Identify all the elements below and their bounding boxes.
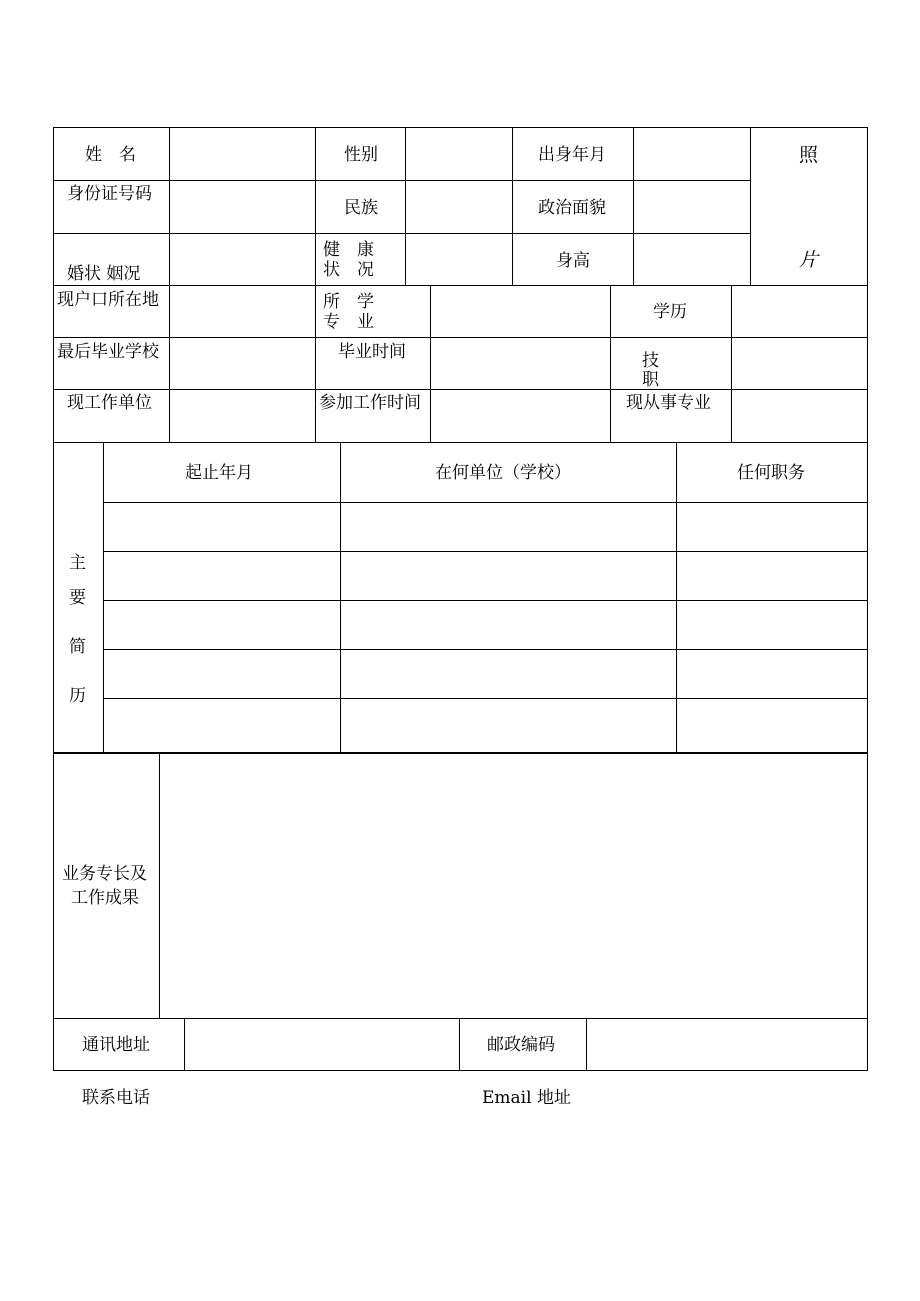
- gender-field[interactable]: [406, 128, 512, 180]
- birth-field[interactable]: [634, 128, 750, 180]
- expertise-label-line1: 业务专长及: [62, 864, 147, 884]
- resume-col-period: 起止年月: [185, 463, 253, 483]
- graduation-time-label: 毕业时间: [338, 342, 406, 362]
- technical-title-field[interactable]: [732, 338, 867, 389]
- resume-side-label-2: 要: [69, 588, 86, 608]
- resume-row-2[interactable]: [104, 552, 867, 600]
- major-field[interactable]: [431, 287, 610, 337]
- current-field-label: 现从事专业: [626, 393, 711, 413]
- marital-status-field[interactable]: [170, 234, 315, 286]
- political-status-label: 政治面貌: [538, 198, 606, 218]
- phone-label: 联系电话: [82, 1088, 150, 1108]
- health-label-line2: 状 况: [323, 260, 374, 280]
- name-field[interactable]: [170, 128, 315, 180]
- technical-title-label-line1: 技: [642, 351, 659, 371]
- address-label: 通讯地址: [82, 1035, 150, 1055]
- id-number-field[interactable]: [170, 181, 315, 233]
- last-school-label: 最后毕业学校: [57, 342, 159, 362]
- postcode-field[interactable]: [587, 1019, 867, 1070]
- major-label-line1: 所 学: [323, 292, 374, 312]
- major-label-line2: 专 业: [323, 312, 374, 332]
- hukou-field[interactable]: [170, 287, 315, 337]
- id-number-label: 身份证号码: [67, 184, 152, 204]
- birth-label: 出身年月: [538, 145, 606, 165]
- health-field[interactable]: [406, 234, 512, 286]
- last-school-field[interactable]: [170, 338, 315, 389]
- ethnicity-label: 民族: [344, 198, 378, 218]
- education-label: 学历: [653, 302, 687, 322]
- resume-row-5[interactable]: [104, 699, 867, 752]
- email-label: Email 地址: [482, 1088, 571, 1108]
- work-start-time-field[interactable]: [431, 390, 610, 442]
- resume-side-label-1: 主: [69, 553, 86, 573]
- resume-col-organization: 在何单位（学校）: [435, 463, 571, 483]
- resume-side-label-4: 历: [69, 686, 86, 706]
- photo-label-bottom: 片: [799, 249, 819, 271]
- name-label: 姓 名: [85, 145, 136, 165]
- ethnicity-field[interactable]: [406, 181, 512, 233]
- expertise-label-line2: 工作成果: [71, 888, 139, 908]
- current-field-field[interactable]: [732, 390, 867, 442]
- current-employer-field[interactable]: [170, 390, 315, 442]
- graduation-time-field[interactable]: [431, 338, 610, 389]
- resume-row-4[interactable]: [104, 650, 867, 698]
- postcode-label: 邮政编码: [487, 1035, 555, 1055]
- education-field[interactable]: [732, 287, 867, 337]
- photo-label-top: 照: [799, 144, 819, 166]
- height-field[interactable]: [634, 234, 750, 286]
- current-employer-label: 现工作单位: [67, 393, 152, 413]
- resume-row-3[interactable]: [104, 601, 867, 649]
- work-start-time-label: 参加工作时间: [319, 393, 421, 413]
- resume-col-position: 任何职务: [737, 463, 805, 483]
- height-label: 身高: [556, 251, 590, 271]
- technical-title-label-line2: 职: [642, 370, 659, 390]
- resume-row-1[interactable]: [104, 503, 867, 551]
- health-label-line1: 健 康: [323, 240, 374, 260]
- hukou-label: 现户口所在地: [57, 290, 159, 310]
- expertise-content-field[interactable]: [160, 754, 867, 1018]
- political-status-field[interactable]: [634, 181, 750, 233]
- address-field[interactable]: [185, 1019, 459, 1070]
- gender-label: 性别: [344, 145, 378, 165]
- marital-status-label: 婚状 姻况: [67, 264, 141, 284]
- resume-side-label-3: 简: [69, 637, 86, 657]
